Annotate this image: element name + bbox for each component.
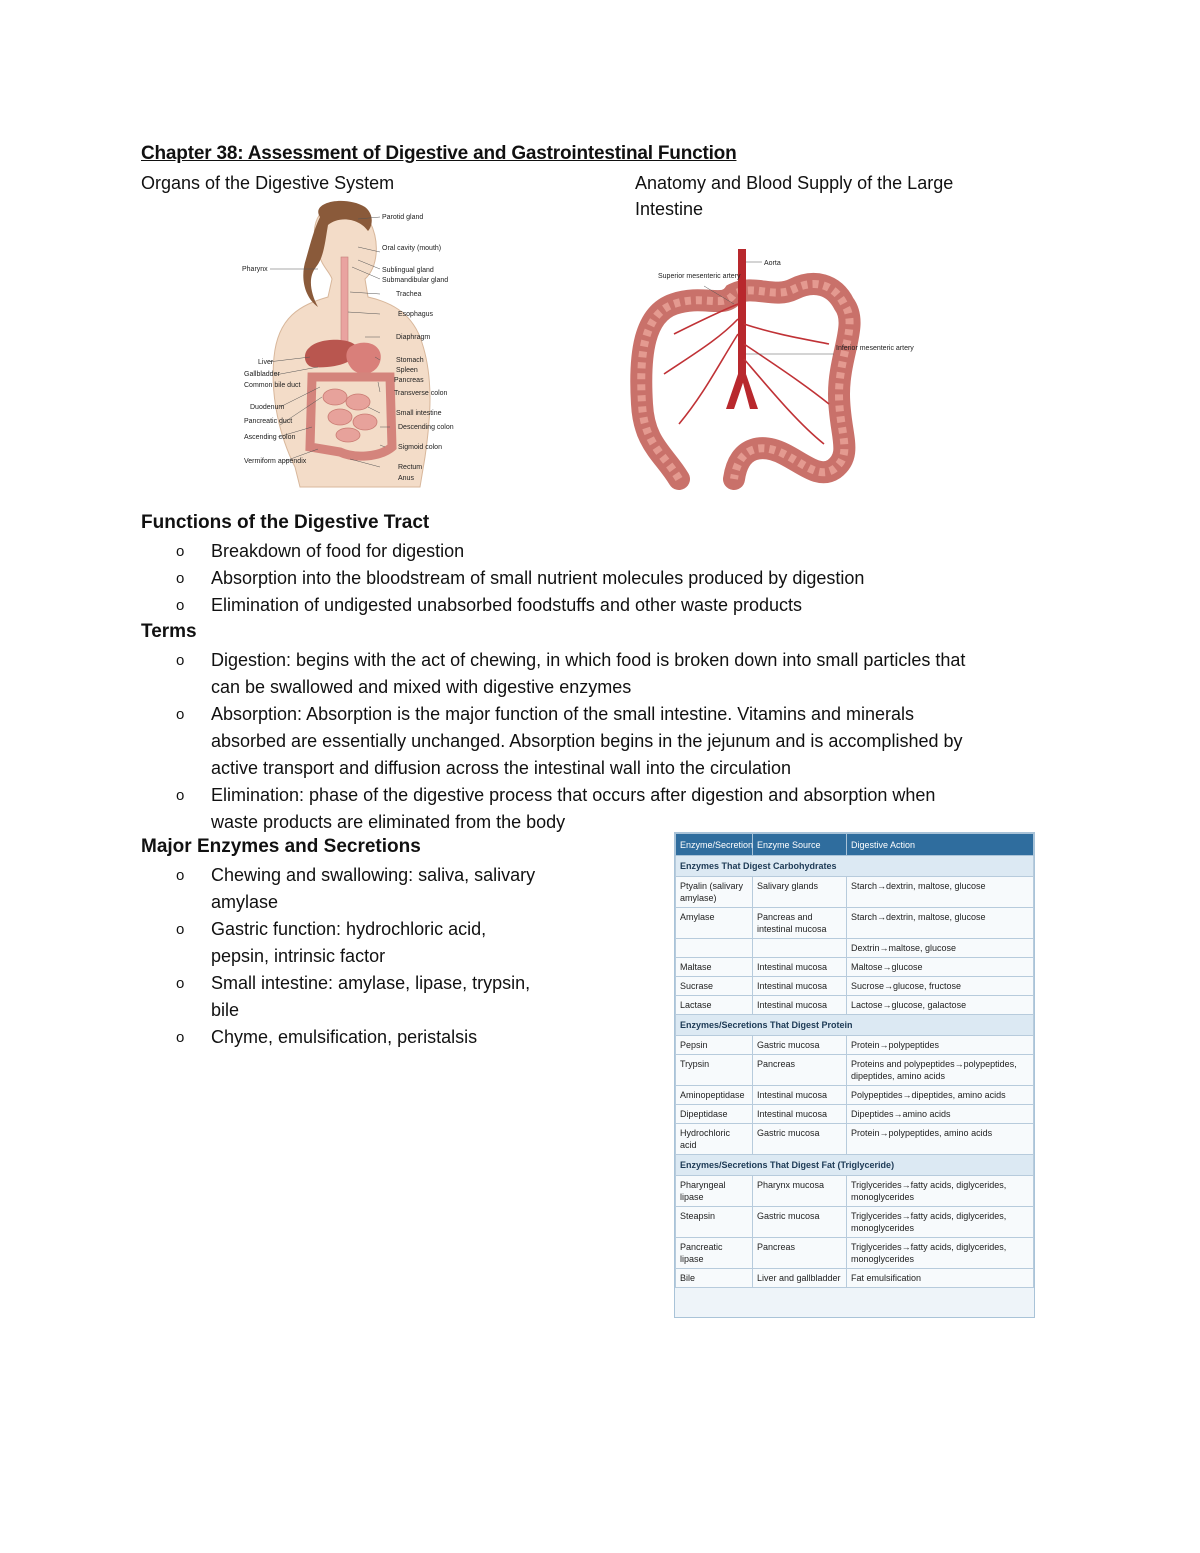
label-liver: Liver <box>258 359 274 366</box>
bullet-marker: o <box>176 706 185 723</box>
list-item: o Absorption: Absorption is the major function of the small intestine. Vitamins and minerals absorbed are essentially unchanged. Absorption begins in the jejunum and is accomplished by active transport and diffusion across the intestinal wall into the circulation <box>176 701 965 782</box>
bullet-marker: o <box>176 975 185 992</box>
digestive-system-figure <box>240 197 465 487</box>
table-row: Bile Liver and gallbladder Fat emulsification <box>676 1269 1034 1288</box>
enzymes-list <box>176 862 535 1051</box>
label-descending-colon: Descending colon <box>398 424 454 431</box>
digestive-system-illustration <box>240 197 465 487</box>
label-oral-cavity: Oral cavity (mouth) <box>382 245 442 252</box>
list-item: o Absorption into the bloodstream of small nutrient molecules produced by digestion <box>176 565 864 592</box>
table-row: Steapsin Gastric mucosa Triglycerides→fatty acids, diglycerides, monoglycerides <box>676 1207 1034 1238</box>
label-rectum: Rectum <box>398 464 423 471</box>
label-ascending-colon: Ascending colon <box>244 434 296 441</box>
label-pancreatic-duct: Pancreatic duct <box>244 418 293 425</box>
label-gallbladder: Gallbladder <box>244 371 280 378</box>
column-header: Digestive Action <box>847 834 1034 856</box>
label-vermiform-appendix: Vermiform appendix <box>244 458 307 465</box>
label-spleen: Spleen <box>396 367 418 374</box>
table-row: Maltase Intestinal mucosa Maltose→glucose <box>676 958 1034 977</box>
table-row: Lactase Intestinal mucosa Lactose→glucose, galactose <box>676 996 1034 1015</box>
table-row: Pancreatic lipase Pancreas Triglycerides→fatty acids, diglycerides, monoglycerides <box>676 1238 1034 1269</box>
enzyme-table <box>674 832 1035 1318</box>
label-pharynx: Pharynx <box>242 266 268 273</box>
table-row: Trypsin Pancreas Proteins and polypeptides→polypeptides, dipeptides, amino acids <box>676 1055 1034 1086</box>
functions-heading: Functions of the Digestive Tract <box>141 512 430 533</box>
table-row: Dipeptidase Intestinal mucosa Dipeptides→amino acids <box>676 1105 1034 1124</box>
right-figure-caption-line2: Intestine <box>635 199 704 219</box>
label-sublingual-gland: Sublingual gland <box>382 267 434 274</box>
table-row: Aminopeptidase Intestinal mucosa Polypeptides→dipeptides, amino acids <box>676 1086 1034 1105</box>
label-trachea: Trachea <box>396 291 422 298</box>
bullet-marker: o <box>176 543 185 560</box>
label-sigmoid-colon: Sigmoid colon <box>398 444 442 451</box>
label-anus: Anus <box>398 475 414 482</box>
list-item: o Elimination of undigested unabsorbed foodstuffs and other waste products <box>176 592 864 619</box>
label-inferior-mesenteric-artery: Inferior mesenteric artery <box>836 345 914 352</box>
table-group-row: Enzymes That Digest Carbohydrates <box>676 856 1034 877</box>
table-group-row: Enzymes/Secretions That Digest Fat (Triglyceride) <box>676 1155 1034 1176</box>
bullet-marker: o <box>176 1029 185 1046</box>
list-item: o Small intestine: amylase, lipase, trypsin, bile <box>176 970 535 1024</box>
label-parotid-gland: Parotid gland <box>382 214 424 221</box>
label-duodenum: Duodenum <box>250 404 285 411</box>
document-title: Chapter 38: Assessment of Digestive and Gastrointestinal Function <box>141 143 737 164</box>
bullet-marker: o <box>176 570 185 587</box>
table-row: Sucrase Intestinal mucosa Sucrose→glucose, fructose <box>676 977 1034 996</box>
terms-heading: Terms <box>141 621 197 642</box>
large-intestine-figure <box>634 244 914 484</box>
column-header: Enzyme Source <box>753 834 847 856</box>
list-item: o Breakdown of food for digestion <box>176 538 864 565</box>
label-transverse-colon: Transverse colon <box>394 390 448 397</box>
large-intestine-illustration <box>634 244 914 484</box>
label-superior-mesenteric-artery: Superior mesenteric artery <box>658 273 741 280</box>
bullet-marker: o <box>176 652 185 669</box>
bullet-marker: o <box>176 787 185 804</box>
table-row: Hydrochloric acid Gastric mucosa Protein→polypeptides, amino acids <box>676 1124 1034 1155</box>
column-header: Enzyme/Secretion <box>676 834 753 856</box>
table-row: Ptyalin (salivary amylase) Salivary glands Starch→dextrin, maltose, glucose <box>676 877 1034 908</box>
bullet-marker: o <box>176 597 185 614</box>
label-aorta: Aorta <box>764 260 781 267</box>
table-row: Pepsin Gastric mucosa Protein→polypeptides <box>676 1036 1034 1055</box>
label-stomach: Stomach <box>396 357 424 364</box>
right-figure-caption-line1: Anatomy and Blood Supply of the Large <box>635 173 954 193</box>
label-common-bile-duct: Common bile duct <box>244 382 301 389</box>
functions-list <box>176 538 864 619</box>
enzymes-heading: Major Enzymes and Secretions <box>141 836 421 857</box>
table-row: Amylase Pancreas and intestinal mucosa Starch→dextrin, maltose, glucose <box>676 908 1034 939</box>
table-row: Pharyngeal lipase Pharynx mucosa Triglycerides→fatty acids, diglycerides, monoglycerides <box>676 1176 1034 1207</box>
table-row: Dextrin→maltose, glucose <box>676 939 1034 958</box>
label-diaphragm: Diaphragm <box>396 334 431 341</box>
label-pancreas: Pancreas <box>394 377 424 384</box>
list-item: o Chewing and swallowing: saliva, salivary amylase <box>176 862 535 916</box>
label-submandibular-gland: Submandibular gland <box>382 277 449 284</box>
left-figure-caption: Organs of the Digestive System <box>141 173 395 193</box>
list-item: o Digestion: begins with the act of chewing, in which food is broken down into small particles that can be swallowed and mixed with digestive enzymes <box>176 647 965 701</box>
label-small-intestine: Small intestine <box>396 410 442 417</box>
bullet-marker: o <box>176 867 185 884</box>
list-item: o Elimination: phase of the digestive process that occurs after digestion and absorption when waste products are eliminated from the body <box>176 782 965 836</box>
bullet-marker: o <box>176 921 185 938</box>
label-esophagus: Esophagus <box>398 311 434 318</box>
table-header-row <box>676 834 1034 856</box>
list-item: o Chyme, emulsification, peristalsis <box>176 1024 535 1051</box>
list-item: o Gastric function: hydrochloric acid, pepsin, intrinsic factor <box>176 916 535 970</box>
table-group-row: Enzymes/Secretions That Digest Protein <box>676 1015 1034 1036</box>
terms-list <box>176 647 965 836</box>
